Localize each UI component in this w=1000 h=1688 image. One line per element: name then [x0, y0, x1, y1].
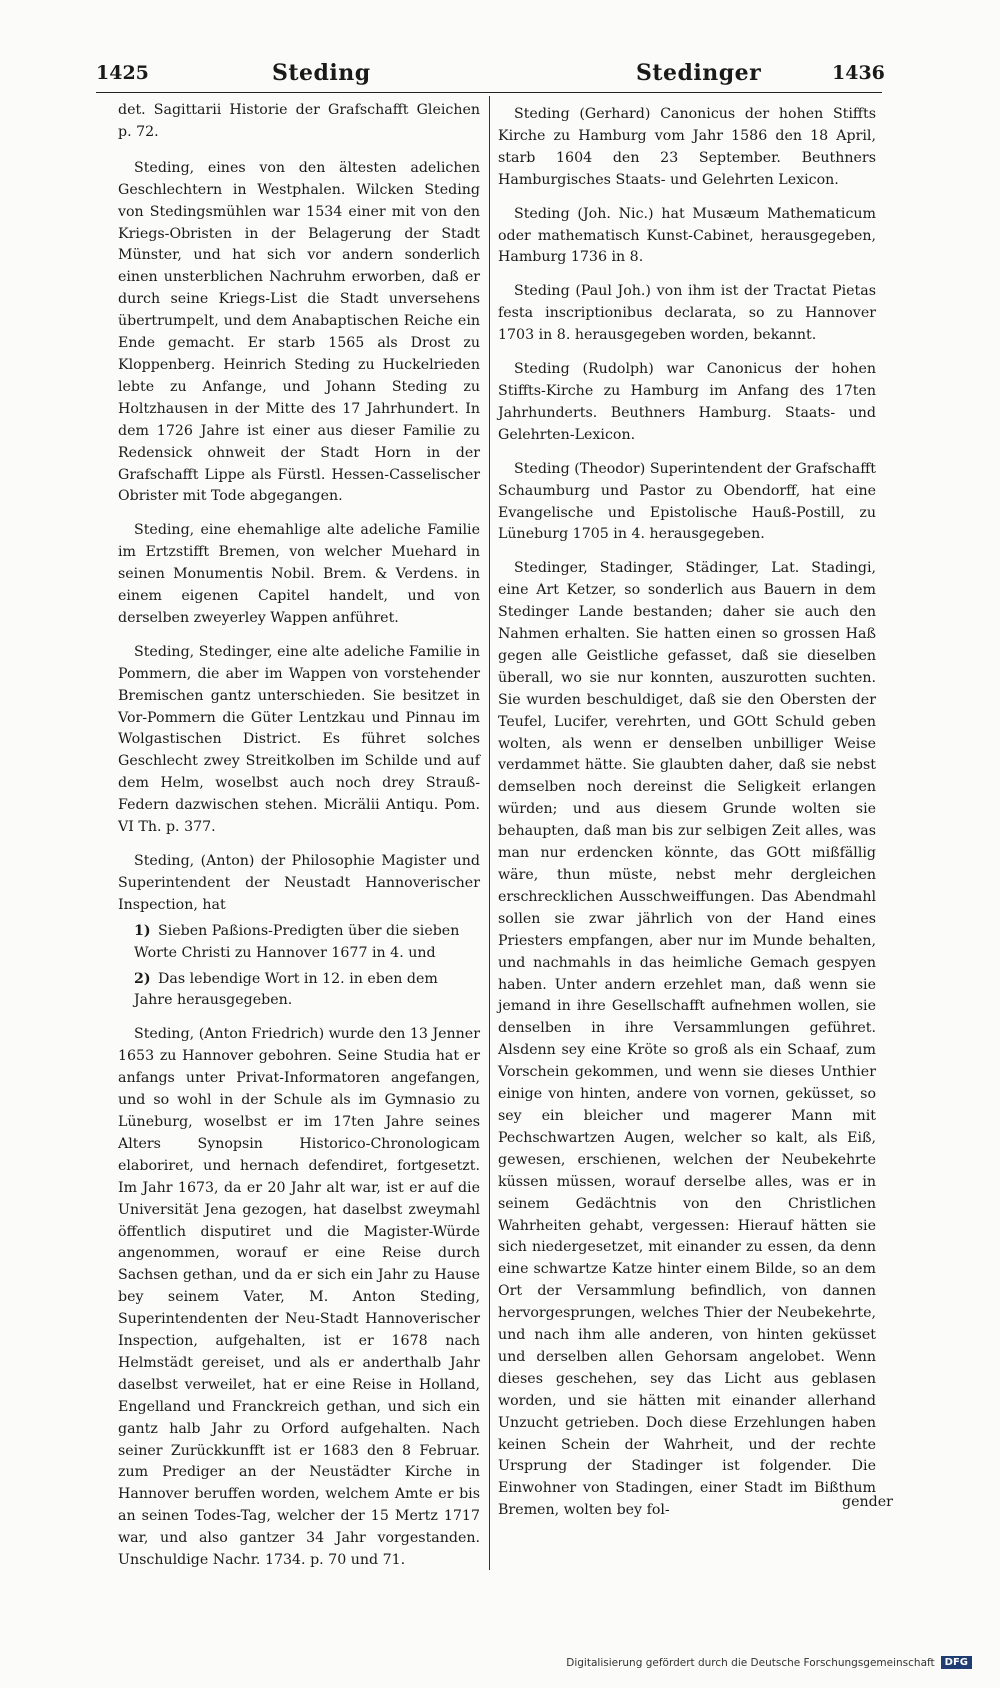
list-item-text: Sieben Paßions-Predigten über die sieben Worte Christi zu Hannover 1677 in 4. und — [134, 922, 460, 961]
entry-steding-westphalen: Steding, eines von den ältesten adelichen Geschlechtern in Westphalen. Wilcken Steding von Stedingsmühlen war 1534 einer mit von den Kriegs-Obristen in der Belagerung der Stadt Münster, und hat sich vor andern sonderlich einen unsterblichen Nachruhm erworben, daß er durch seine Kriegs-List die Stadt unversehens übertrumpelt, und dem Anabaptischen Reiche ein Ende gemacht. Er starb 1565 als Drost zu Kloppenberg. Heinrich Steding zu Huckelrieden lebte zu Anfange, und Johann Steding zu Holtzhausen in der Mitte des 17 Jahrhundert. In dem 1726 Jahre ist einer aus dieser Familie zu Redensick ohnweit der Stadt Horn in der Grafschafft Lippe als Fürstl. Hessen-Casselischer Obrister mit Tode abgegangen. — [118, 159, 480, 505]
catchword: gender — [842, 1494, 893, 1510]
left-column — [118, 100, 480, 1584]
running-head-right: Stedinger — [636, 60, 762, 86]
entry-steding-paul-joh: Steding (Paul Joh.) von ihm ist der Tractat Pietas festa inscriptionibus declarata, so zu Hannover 1703 in 8. herausgegeben worden, bekannt. — [498, 283, 876, 344]
entry-steding-pommern: Steding, Stedinger, eine alte adeliche Familie in Pommern, die aber im Wappen von vorstehender Bremischen gantz unterschieden. Sie besitzet in Vor-Pommern die Güter Lentzkau und Pinnau im Wolgastischen District. Es führet solches Geschlecht zwey Streitkolben im Schilde und auf dem Helm, woselbst auch noch drey Strauß-Federn dazwischen stehen. Micrälii Antiqu. Pom. VI Th. p. 377. — [118, 643, 480, 836]
footer-text: Digitalisierung gefördert durch die Deutsche Forschungsgemeinschaft — [566, 1656, 935, 1669]
column-divider — [489, 96, 490, 1570]
entry-steding-bremen: Steding, eine ehemahlige alte adeliche Familie im Ertzstifft Bremen, von welcher Muehard in seinen Monumentis Nobil. Brem. & Verdens. in einem eigenen Capitel handelt, und von derselben zweyerley Wappen anführet. — [118, 522, 480, 626]
right-column — [498, 104, 876, 1534]
entry-steding-gerhard: Steding (Gerhard) Canonicus der hohen Stiffts Kirche zu Hamburg vom Jahr 1586 den 18 April, starb 1604 den 23 September. Beuthners Hamburgisches Staats- und Gelehrten Lexicon. — [498, 106, 876, 188]
entry-steding-joh-nic: Steding (Joh. Nic.) hat Musæum Mathematicum oder mathematisch Kunst-Cabinet, herausgegeben, Hamburg 1736 in 8. — [498, 205, 876, 266]
column-number-left: 1425 — [96, 62, 149, 84]
entry-steding-anton-friedrich: Steding, (Anton Friedrich) wurde den 13 Jenner 1653 zu Hannover gebohren. Seine Studia hat er anfangs unter Privat-Informatoren angefangen, und so wohl in der Schule als im Gymnasio zu Lüneburg, woselbst er im 17ten Jahre seines Alters Synopsin Historico-Chronologicam elaboriret, und hernach defendiret, fortgesetzt. Im Jahr 1673, da er 20 Jahr alt war, ist er auf die Universität Jena gezogen, hat daselbst zweymahl öffentlich disputiret und die Magister-Würde angenommen, worauf er eine Reise durch Sachsen gethan, und da er sich ein Jahr zu Hause bey seinem Vater, M. Anton Steding, Superintendenten der Neu-Stadt Hannoverischer Inspection, aufgehalten, ist er 1678 nach Helmstädt gereiset, und als er anderthalb Jahr daselbst verweilet, hat er eine Reise in Holland, Engelland und Franckreich gethan, und sich ein gantz halb Jahr zu Orford aufgehalten. Nach seiner Zurückkunfft ist er 1683 den 8 Februar. zum Prediger an der Neustädter Kirche in Hannover beruffen worden, welchem Amte er bis an seinen Todes-Tag, welcher der 15 Mertz 1717 war, und also gantzer 34 Jahr vorgestanden. Unschuldige Nachr. 1734. p. 70 und 71. — [118, 1026, 480, 1569]
footer — [566, 1656, 972, 1669]
entry-steding-theodor: Steding (Theodor) Superintendent der Grafschafft Schaumburg und Pastor zu Obendorff, hat eine Evangelische und Epistolische Hauß-Postill, zu Lüneburg 1705 in 4. herausgegeben. — [498, 460, 876, 543]
entry-steding-rudolph: Steding (Rudolph) war Canonicus der hohen Stiffts-Kirche zu Hamburg im Anfang des 17ten Jahrhunderts. Beuthners Hamburg. Staats- und Gelehrten-Lexicon. — [498, 361, 876, 443]
entry-continuation: det. Sagittarii Historie der Grafschafft Gleichen p. 72. — [118, 102, 480, 140]
list-item: 1) Sieben Paßions-Predigten über die sieben Worte Christi zu Hannover 1677 in 4. und — [134, 922, 460, 961]
dfg-logo-icon: DFG — [941, 1656, 972, 1669]
entry-stedinger: Stedinger, Stadinger, Städinger, Lat. Stadingi, eine Art Ketzer, so sonderlich aus Bauern in dem Stedinger Lande bestanden; daher sie auch den Nahmen erhalten. Sie hatten einen so grossen Haß gegen alle Geistliche gefasset, daß sie dieselben überall, wo sie nur konnten, auszurotten suchten. Sie wurden beschuldiget, daß sie den Obersten der Teufel, Lucifer, verehrten, und GOtt Schuld geben wolten, als wenn er denselben unbilliger Weise verdammet hätte. Sie glaubten daher, daß sie nebst demselben noch dereinst die Seligkeit erlangen würden; und aus diesem Grunde wolten sie behaupten, daß man bis zur selbigen Zeit alles, was man nur erdencken könnte, das GOtt mißfällig wäre, thun müste, nebst mehr dergleichen erschrecklichen Ausschweiffungen. Das Abendmahl sollen sie zwar jährlich von der Hand eines Priesters empfangen, aber nur im Munde behalten, und nachmahls in das heimliche Gemach gespyen haben. Unter andern erzehlet man, daß wenn sie jemand in ihre Gesellschafft aufnehmen wollen, sie denselben in ihre Versammlungen geführet. Alsdenn sey eine Kröte so groß als ein Schaaf, zum Vorschein gekommen, und wenn sie dieses Unthier einige von hinten, andere von vornen, geküsset, so sey ein bleicher und magerer Mann mit Pechschwartzen Augen, welcher so kalt, als Eiß, gewesen, erschienen, welchen der Neubekehrte küssen müssen, worauf derselbe alles, was er in seinem Gedächtnis von den Christlichen Wahrheiten gehabt, vergessen: Hierauf hätten sie sich niedergesetzet, mit einander zu essen, da denn eine schwartze Katze hinter einem Bilde, so an dem Ort der Versammlung befindlich, von dannen hervorgesprungen, welches Thier der Neubekehrte, und nach ihm alle anderen, von hinten geküsset und derselben allen Gehorsam angelobet. Wenn dieses geschehen, sey das Licht aus geblasen worden, und sie hätten mit einander allerhand Unzucht getrieben. Doch diese Erzehlungen haben keinen Schein der Wahrheit, und der rechte Ursprung der Stadinger ist folgender. Die Einwohner von Stadingen, einer Stadt im Bißthum Bremen, wolten bey fol- — [498, 560, 876, 1519]
entry-steding-anton: Steding, (Anton) der Philosophie Magister und Superintendent der Neustadt Hannoverischer Inspection, hat — [118, 853, 480, 913]
list-item-text: Das lebendige Wort in 12. in eben dem Jahre herausgegeben. — [134, 970, 438, 1009]
header-rule — [96, 92, 882, 93]
column-number-right: 1436 — [832, 62, 885, 84]
running-head-left: Steding — [272, 60, 371, 86]
list-item: 2) Das lebendige Wort in 12. in eben dem Jahre herausgegeben. — [134, 970, 438, 1009]
